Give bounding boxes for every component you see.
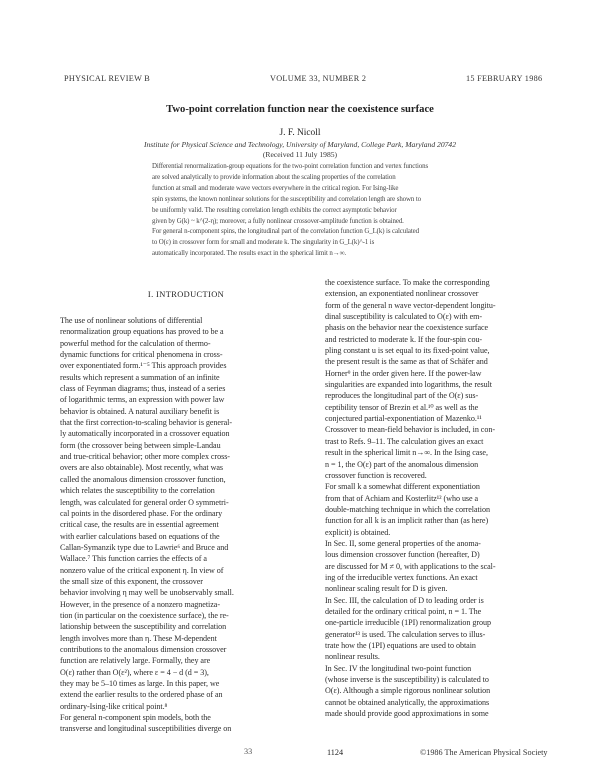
abstract-line: spin systems, the known nonlinear solutions for the susceptibility and correlation length are shown to [152,195,422,203]
text-line: detailed for the ordinary critical point, n = 1. The [325,606,482,616]
text-line: from that of Achiam and Kosterlitz¹² (who use a [325,493,479,503]
text-line: critical case, the results are in essential agreement [60,520,219,530]
right-column [325,277,577,719]
text-line: crossover function is recovered. [325,470,427,480]
abstract-line: For general n-component spins, the longitudinal part of the correlation function G_L(k) is calculated [152,228,419,236]
abstract [152,162,472,260]
text-line: lationship between the susceptibility and correlation [60,622,227,632]
abstract-line: given by G(k) ~ k^(2-η); moreover, a fully nonlinear crossover-amplitude function is obtained. [152,217,404,225]
text-line: pling constant u is set equal to its fixed-point value, [325,346,490,356]
text-line: explicit) is obtained. [325,527,391,537]
text-line: In Sec. IV the longitudinal two-point function [325,663,472,673]
text-line: However, in the presence of a nonzero magnetiza- [60,599,220,609]
text-line: length, was calculated for general order O symmetri- [60,497,229,507]
text-line: form (the crossover being between simple-Landau [60,440,221,450]
text-line: are discussed for M ≠ 0, with applications to the scal- [325,561,496,571]
text-line: of logarithmic terms, an expression with power law [60,395,225,405]
text-line: powerful method for the calculation of thermo- [60,338,211,348]
text-line: For general n-component spin models, both the [60,713,211,723]
text-line: conjectured partial-exponentiation of Mazenko.¹¹ [325,414,482,424]
abstract-line: Differential renormalization-group equations for the two-point correlation function and vertex functions [152,163,429,170]
text-line: In Sec. III, the calculation of D to leading order is [325,595,484,605]
abstract-line: to O(ε) in crossover form for small and moderate k. The singularity in G_L(k)^-1 is [152,239,375,247]
text-line: function for all k is an implicit rather than (as here) [325,516,489,526]
text-line: and restricted to moderate k. If the four-spin cou- [325,334,483,344]
text-line: For small k a somewhat different exponentiation [325,482,480,492]
journal-name: PHYSICAL REVIEW B [64,74,151,83]
text-line: tion (in particular on the coexistence surface), the re- [60,610,229,620]
text-line: trate how the (1PI) equations are used to obtain [325,641,476,650]
text-line: dynamic functions for critical phenomena in cross- [60,350,223,360]
text-line: ordinary-Ising-like critical point.⁸ [60,701,168,711]
text-line: O(ε). Although a simple rigorous nonlinear solution [325,686,491,696]
text-line: ing of the irreducible vertex functions. An exact [325,572,478,582]
paper-title: Two-point correlation function near the coexistence surface [166,104,434,115]
volume-number: VOLUME 33, NUMBER 2 [270,74,367,83]
text-line: cal points in the disordered phase. For the ordinary [60,508,223,518]
text-line: extend the earlier results to the ordered phase of an [60,690,223,700]
text-line: the present result is the same as that of Schäfer and [325,357,488,367]
text-line: double-matching technique in which the correlation [325,504,490,514]
text-line: the coexistence surface. To make the corresponding [325,278,490,287]
text-line: form of the general n wave vector-dependent longitu- [325,300,496,310]
right-column-text [325,277,577,719]
text-line: Callan-Symanzik type due to Lawrie⁶ and Bruce and [60,542,229,552]
text-line: results which represent a summation of an infinite [60,372,220,382]
left-column-text [60,315,312,735]
text-line: with earlier calculations based on equations of the [60,531,220,541]
page-number: 1124 [327,748,344,757]
abstract-line: are solved analytically to provide information about the scaling properties of the correlation [152,173,396,181]
text-line: and true-critical behavior; other more complex cross- [60,452,230,462]
abstract-line: function at small and moderate wave vectors everywhere in the critical region. For Ising-like [152,184,399,192]
text-line: (whose inverse is the susceptibility) is calculated to [325,675,489,685]
text-line: ly automatically incorporated in a crossover equation [60,429,230,439]
text-line: extension, an exponentiated nonlinear crossover [325,289,479,299]
section-heading-introduction: I. INTRODUCTION [147,290,225,299]
text-line: In Sec. II, some general properties of the anoma- [325,538,481,548]
text-line: made should provide good approximations in some [325,709,489,719]
text-line: Horner⁹ in the order given here. If the power-law [325,368,482,378]
text-line: overs are also obtainable). Most recently, what was [60,463,224,473]
text-line: cannot be obtained analytically, the approximations [325,697,490,707]
received-date: (Received 11 July 1985) [262,150,338,159]
text-line: that the first correction-to-scaling behavior is general- [60,418,232,428]
text-line: ceptibility tensor of Brezin et al.¹⁰ as well as the [325,402,479,412]
text-line: renormalization group equations has proved to be a [60,327,224,337]
affiliation: Institute for Physical Science and Technology, University of Maryland, College Park, Maryland 20742 [143,140,457,149]
text-line: singularities are expanded into logarithms, the result [325,380,493,390]
text-line: reproduces the longitudinal part of the O(ε) sus- [325,391,479,401]
text-line: contributions to the anomalous dimension crossover [60,644,227,654]
text-line: dinal susceptibility is calculated to O(ε) with em- [325,312,483,322]
text-line: transverse and longitudinal susceptibilities diverge on [60,724,232,734]
text-line: n = 1, the O(ε) part of the anomalous dimension [325,459,479,469]
text-line: called the anomalous dimension crossover function, [60,474,226,484]
text-line: phasis on the behavior near the coexistence surface [325,323,489,333]
text-line: lous dimension crossover function (hereafter, D) [325,550,480,560]
text-line: The use of nonlinear solutions of differential [60,316,203,325]
text-line: class of Feynman diagrams; thus, instead of a series [60,384,226,394]
text-line: Wallace.⁷ This function carries the effects of a [60,554,207,564]
text-line: nonlinear results. [325,652,380,662]
text-line: result in the spherical limit n→∞. In the Ising case, [325,448,488,458]
text-line: trast to Refs. 9–11. The calculation gives an exact [325,436,484,446]
text-line: function are relatively large. Formally, they are [60,656,211,666]
text-line: the small size of this exponent, the crossover [60,576,203,586]
text-line: Crossover to mean-field behavior is included, in con- [325,425,495,435]
abstract-line: automatically incorporated. The results exact in the spherical limit n→∞. [152,250,346,258]
copyright: ©1986 The American Physical Society [420,748,548,757]
text-line: generator¹³ is used. The calculation serves to illus- [325,629,486,639]
text-line: which relates the susceptibility to the correlation [60,486,215,496]
left-column [60,286,312,735]
text-line: they may be 5–10 times as large. In this paper, we [60,679,220,688]
text-line: O(ε) rather than O(ε²), where ε = 4 − d (d = 3), [60,667,209,677]
text-line: length involves more than η. These M-dependent [60,633,217,643]
text-line: over exponentiated form.¹⁻⁵ This approach provides [60,361,227,371]
text-line: behavior is obtained. A natural auxiliary benefit is [60,406,220,416]
abstract-line: be uniformly valid. The resulting correlation length exhibits the correct asymptotic behavior [152,206,397,214]
text-line: nonzero value of the critical exponent η. In view of [60,565,224,575]
volume-mark: 33 [244,747,253,756]
author: J. F. Nicoll [279,128,321,138]
issue-date: 15 FEBRUARY 1986 [466,74,543,83]
text-line: one-particle irreducible (1PI) renormalization group [325,618,491,628]
text-line: behavior involving η may well be unobservably small. [60,588,234,598]
text-line: nonlinear scaling result for D is given. [325,584,448,594]
